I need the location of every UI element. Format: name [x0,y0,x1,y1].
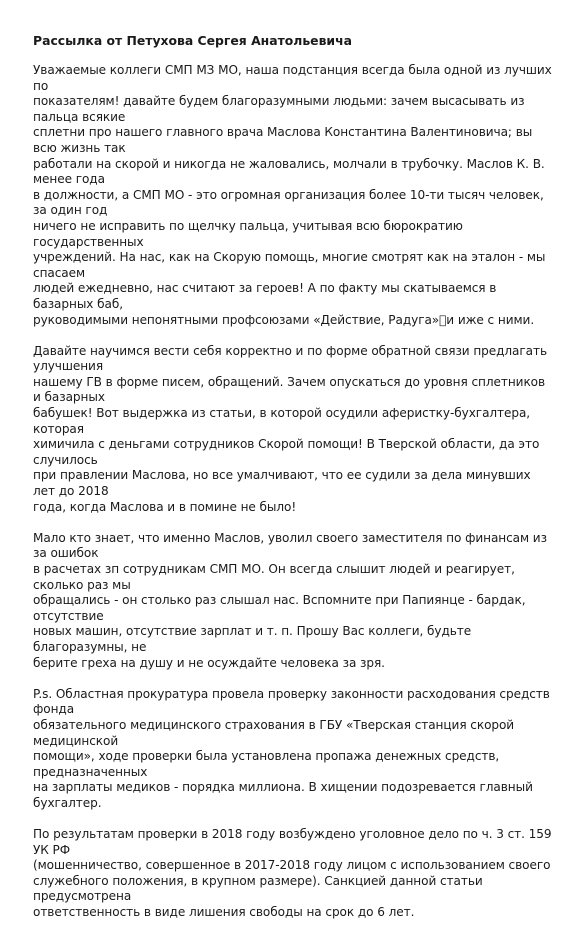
paragraph-investigation-result: По результатам проверки в 2018 году возбуждено уголовное дело по ч. 3 ст. 159 УК РФ (мошенничество, совершенное в 2017-2018 году лицом с использованием своего служебного положения, в крупном размере). Санкцией данной статьи предусмотрена ответственность в виде лишения свободы на срок до 6 лет. [33,827,552,920]
paragraph-postscript: P.s. Областная прокуратура провела проверку законности расходования средств фонда обязательного медицинского страхования в ГБУ «Тверская станция скорой медицинской помощи», ходе проверки была установлена пропажа денежных средств, предназначенных на зарплаты медиков - порядка миллиона. В хищении подозревается главный бухгалтер. [33,686,550,810]
paragraph-proposal: Давайте научимся вести себя корректно и по форме обратной связи предлагать улучшения нашему ГВ в форме писем, обращений. Зачем опускаться до уровня сплетников и базарных бабушек! Вот выдержка из статьи, в которой осудили аферистку-бухгалтера, которая химичила с деньгами сотрудников Скорой помощи! В Тверской области, да это случилось при правлении Маслова, но все умалчивают, что ее судили за дела минувших лет до 2018 года, когда Маслова и в помине не было! [33,343,548,514]
document-title: Рассылка от Петухова Сергея Анатольевича [33,33,352,48]
paragraph-appeal: Уважаемые коллеги СМП МЗ МО, наша подстанция всегда была одной из лучших по показателям! давайте будем благоразумными людьми: зачем высасывать из пальца всякие сплетни про нашего главного врача Маслова Константина Валентиновича; вы всю жизнь так работали на скорой и никогда не жаловались, молчали в трубочку. Маслов К. В. менее года в должности, а СМП МО - это огромная организация более 10-ти тысяч человек, за один год ничего не исправить по щелчку пальца, учитывая всю бюрократию государственных учреждений. На нас, как на Скорую помощь, многие смотрят как на эталон - мы спасаем людей ежедневно, нас считают за героев! А по факту мы скатываемся в базарных баб, руководимыми непонятными профсоюзами «Действие, Радуга» и иже с ними. [33,63,552,327]
paragraph-defense: Мало кто знает, что именно Маслов, уволил своего заместителя по финансам из за ошибок в расчетах зп сотрудникам СМП МО. Он всегда слышит людей и реагирует, сколько раз мы обращались - он столько раз слышал нас. Вспомните при Папиянце - бардак, отсутствие новых машин, отсутствие зарплат и т. п. Прошу Вас коллеги, будьте благоразумны, не берите греха на душу и не осуждайте человека за зря. [33,530,547,670]
document-page [33,33,553,936]
